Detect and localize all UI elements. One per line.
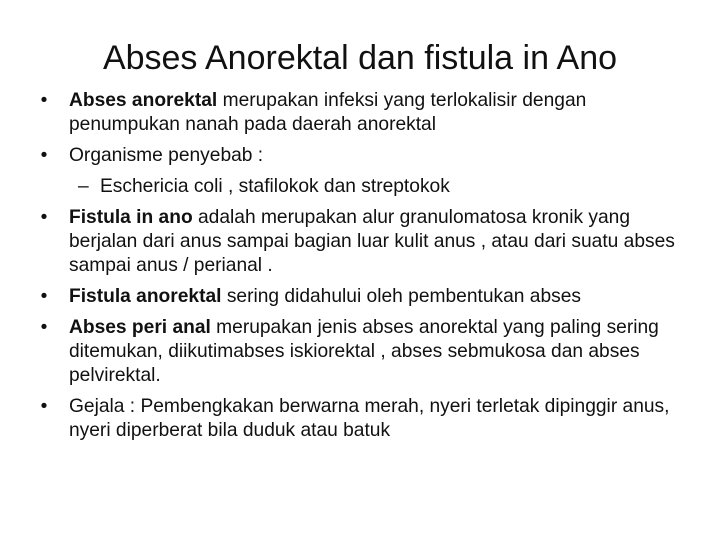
- bullet-item: [36, 285, 686, 309]
- slide-body: [36, 89, 686, 450]
- bullet-marker: •: [40, 396, 48, 417]
- bullet-bold-term: Abses peri anal: [69, 317, 211, 338]
- bullet-item: [36, 206, 686, 278]
- bullet-text: merupakan jenis abses anorektal yang paling sering ditemukan, diikutimabses iskiorektal , abses sebmukosa dan abses pelvirektal.: [69, 317, 659, 386]
- bullet-text: Gejala : Pembengkakan berwarna merah, nyeri terletak dipinggir anus, nyeri diperberat bila duduk atau batuk: [69, 396, 670, 441]
- bullet-marker: •: [40, 90, 48, 111]
- bullet-text: Organisme penyebab :: [69, 145, 264, 166]
- bullet-item: [36, 395, 686, 443]
- bullet-marker: •: [40, 207, 48, 228]
- bullet-item: [36, 144, 686, 168]
- bullet-text: sering didahului oleh pembentukan abses: [221, 286, 581, 307]
- sub-bullet-marker: –: [78, 176, 89, 197]
- bullet-bold-term: Fistula in ano: [69, 207, 193, 228]
- bullet-marker: •: [40, 286, 48, 307]
- bullet-text: merupakan infeksi yang terlokalisir dengan penumpukan nanah pada daerah anorektal: [69, 90, 587, 135]
- slide-title: Abses Anorektal dan fistula in Ano: [102, 39, 618, 77]
- bullet-item: [36, 316, 686, 388]
- sub-bullet-text: Eschericia coli , stafilokok dan streptokok: [100, 176, 450, 197]
- bullet-item: [36, 89, 686, 137]
- bullet-marker: •: [40, 317, 48, 338]
- sub-bullet-item: [36, 175, 686, 199]
- bullet-bold-term: Fistula anorektal: [69, 286, 222, 307]
- bullet-bold-term: Abses anorektal: [69, 90, 218, 111]
- bullet-marker: •: [40, 145, 48, 166]
- bullet-text: adalah merupakan alur granulomatosa kronik yang berjalan dari anus sampai bagian luar kulit anus , atau dari suatu abses sampai anus / perianal .: [69, 207, 675, 276]
